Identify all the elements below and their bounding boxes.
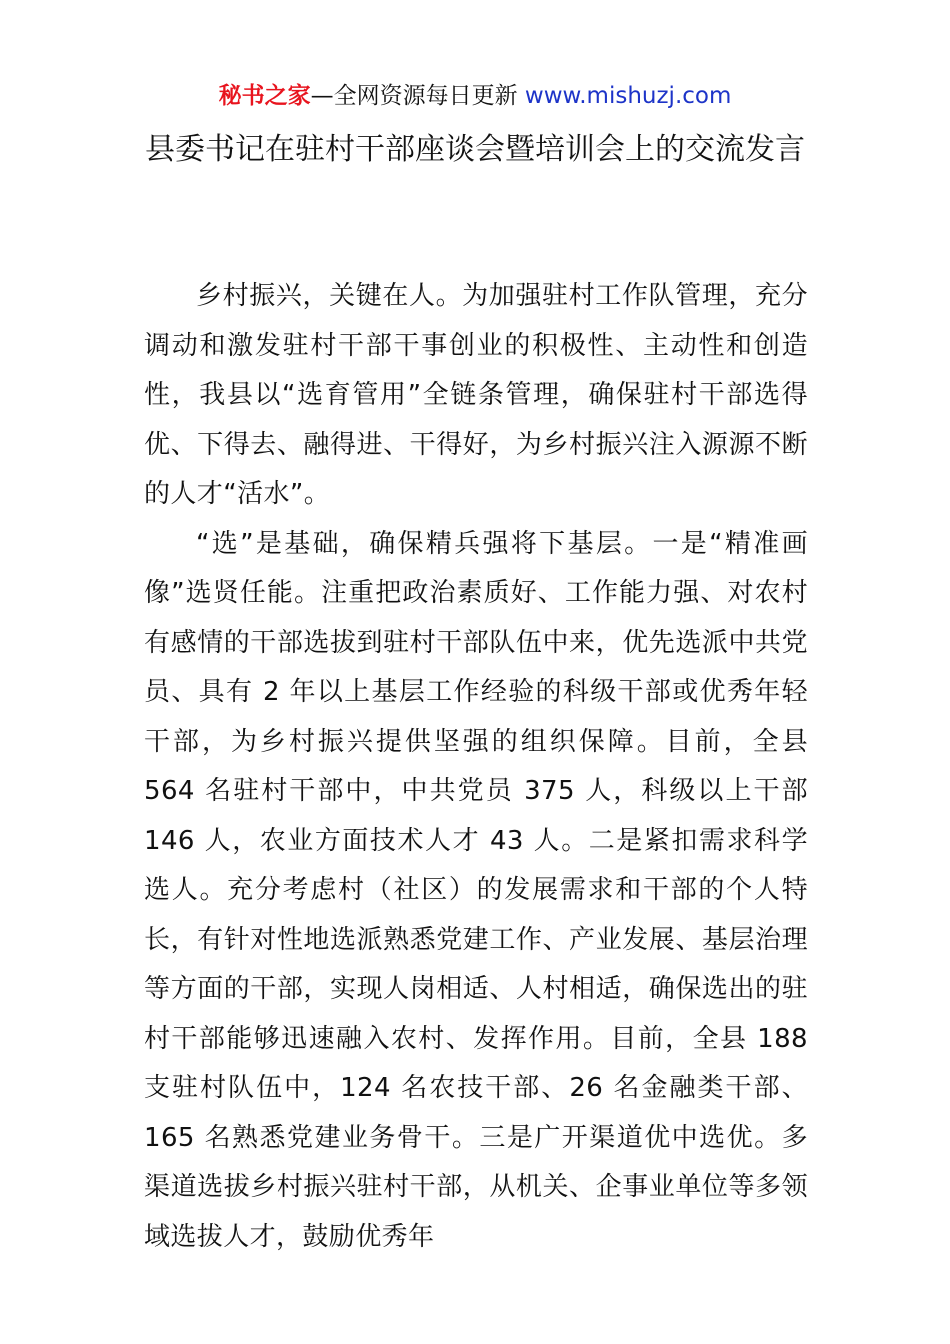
site-tagline: —全网资源每日更新 xyxy=(310,83,525,109)
document-body xyxy=(144,272,808,1262)
site-url-link[interactable]: www.mishuzj.com xyxy=(524,83,732,109)
site-brand: 秘书之家 xyxy=(218,83,311,109)
site-header xyxy=(0,80,950,112)
document-title: 县委书记在驻村干部座谈会暨培训会上的交流发言 xyxy=(145,132,805,167)
paragraph-intro: 乡村振兴，关键在人。为加强驻村工作队管理，充分调动和激发驻村干部干事创业的积极性、主动性和创造性，我县以“选育管用”全链条管理，确保驻村干部选得优、下得去、融得进、干得好，为乡村振兴注入源源不断的人才“活水”。 xyxy=(144,281,808,509)
paragraph-selection: “选”是基础，确保精兵强将下基层。一是“精准画像”选贤任能。注重把政治素质好、工作能力强、对农村有感情的干部选拔到驻村干部队伍中来，优先选派中共党员、具有 2 年以上基层工作经验的科级干部或优秀年轻干部，为乡村振兴提供坚强的组织保障。目前，全县 564 名驻村干部中，中共党员 375 人，科级以上干部 146 人，农业方面技术人才 43 人。二是紧扣需求科学选人。充分考虑村（社区）的发展需求和干部的个人特长，有针对性地选派熟悉党建工作、产业发展、基层治理等方面的干部，实现人岗相适、人村相适，确保选出的驻村干部能够迅速融入农村、发挥作用。目前，全县 188 支驻村队伍中，124 名农技干部、26 名金融类干部、165 名熟悉党建业务骨干。三是广开渠道优中选优。多渠道选拔乡村振兴驻村干部，从机关、企事业单位等多领域选拔人才，鼓励优秀年 xyxy=(144,528,808,1252)
